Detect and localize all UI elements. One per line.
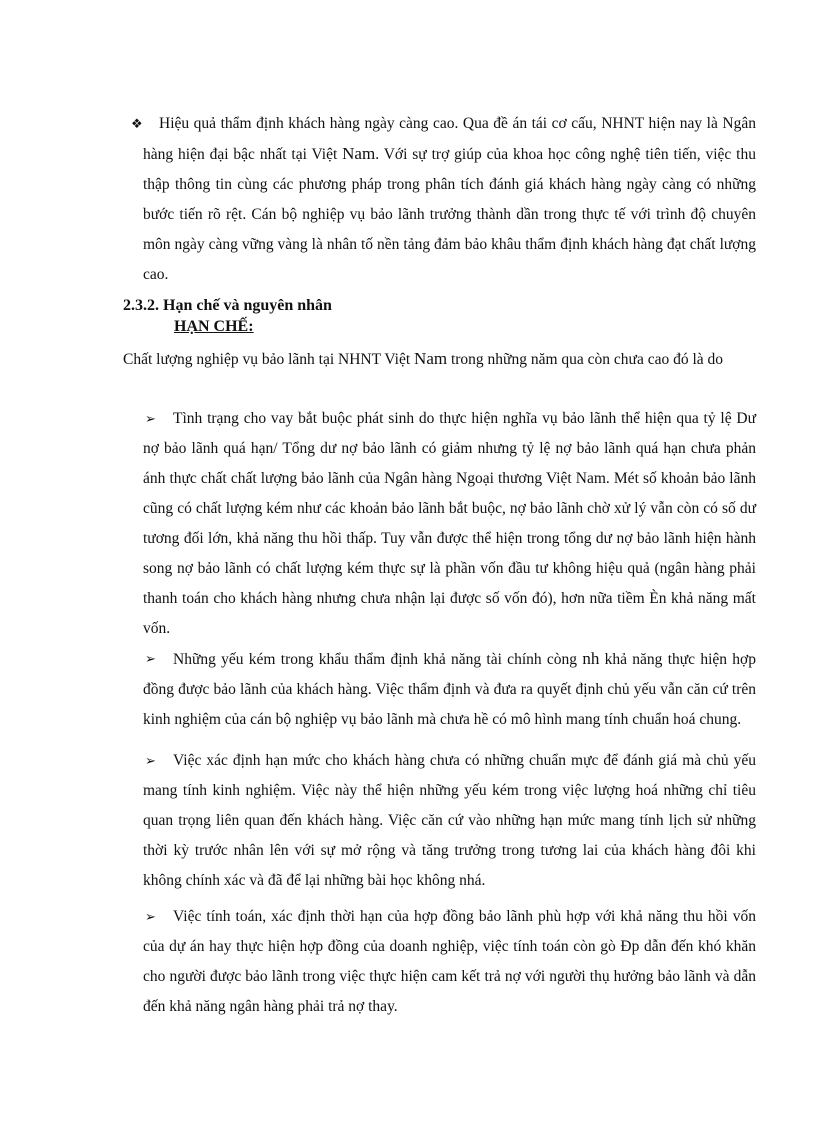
intro-text-b: trong những năm qua còn chưa cao đó là do [447,351,724,368]
arrow-bullet-icon: ➢ [145,651,156,666]
arrow-bullet-icon: ➢ [145,909,156,924]
limitation-item: Việc tính toán, xác định thời hạn của hợp đồng bảo lãnh phù hợp với khả năng thu hồi vốn của dự án hay thực hiện hợp đồng của doanh nghiệp, việc tính toán còn gò Ðp dẫn đến khó khăn cho người được bảo lãnh trong việc thực hiện cam kết trả nợ với người thụ hưởng bảo lãnh và dẫn đến khả năng ngân hàng phải trả nợ thay. [143,908,756,1015]
paragraph-appraisal-efficiency [143,109,756,290]
intro-text-a: Chất lượng nghiệp vụ bảo lãnh tại NHNT Việt [123,351,415,368]
limitation-item [143,644,756,735]
item2-text-nh: nh [582,649,600,668]
diamond-bullet-icon: ❖ [131,116,143,131]
section-heading: 2.3.2. Hạn chế và nguyên nhân [123,297,332,314]
arrow-bullet-icon: ➢ [145,753,156,768]
paragraph-text-a: Hiệu quả thẩm định khách hàng ngày càng cao. Qua đề án tái cơ cấu, NHNT hiện nay là Ngân hàng hiện đại bậc nhất tại Việt [143,115,756,163]
paragraph-text-nam: Nam [342,144,376,163]
limitation-item: Việc xác định hạn mức cho khách hàng chưa có những chuẩn mực để đánh giá mà chủ yếu mang tính kinh nghiệm. Việc này thể hiện những yếu kém trong việc lượng hoá những chỉ tiêu quan trọng liên quan đến khách hàng. Việc căn cứ vào những hạn mức mang tính lịch sử những thời kỳ trước nhân lên với sự mở rộng và tăng trưởng trong tương lai của khách hàng đôi khi không chính xác và đã để lại những bài học không nhá. [143,752,756,889]
item2-text-b: khả năng thực hiện hợp đồng được bảo lãnh của khách hàng. Việc thẩm định và đưa ra quyết định chủ yếu vẫn căn cứ trên kinh nghiệm của cán bộ nghiệp vụ bảo lãnh mà chưa hề có mô hình mang tính chuẩn hoá chung. [143,651,756,728]
paragraph-text-b: . Với sự trợ giúp của khoa học công nghệ tiên tiến, việc thu thập thông tin cùng các phương pháp trong phân tích đánh giá khách hàng ngày càng có những bước tiến rõ rệt. Cán bộ nghiệp vụ bảo lãnh trưởng thành dần trong thực tế với trình độ chuyên môn ngày càng vững vàng là nhân tố nền tảng đảm bảo khâu thẩm định khách hàng đạt chất lượng cao. [143,146,756,283]
intro-text-nam: Nam [414,349,448,368]
item2-text-a: Những yếu kém trong khẩu thẩm định khả năng tài chính còng [173,651,583,668]
intro-paragraph [123,344,756,375]
arrow-bullet-icon: ➢ [145,411,156,426]
limitation-item: Tình trạng cho vay bắt buộc phát sinh do thực hiện nghĩa vụ bảo lãnh thể hiện qua tỷ lệ Dư nợ bảo lãnh quá hạn/ Tổng dư nợ bảo lãnh có giảm nhưng tỷ lệ nợ bảo lãnh quá hạn chưa phản ánh thực chất chất lượng bảo lãnh của Ngân hàng Ngoại thương Việt Nam. Mét số khoản bảo lãnh cũng có chất lượng kém như các khoản bảo lãnh bắt buộc, nợ bảo lãnh chờ xử lý vẫn còn có số dư tương đối lớn, khả năng thu hồi thấp. Tuy vẫn được thể hiện trong tổng dư nợ bảo lãnh hiện hành song nợ bảo lãnh có chất lượng kém thực sự là phần vốn đầu tư không hiệu quả (ngân hàng phải thanh toán cho khách hàng nhưng chưa nhận lại được số vốn đó), hơn nữa tiềm Èn khả năng mất vốn. [143,410,756,637]
section-subheading: HẠN CHẾ: [174,318,254,335]
